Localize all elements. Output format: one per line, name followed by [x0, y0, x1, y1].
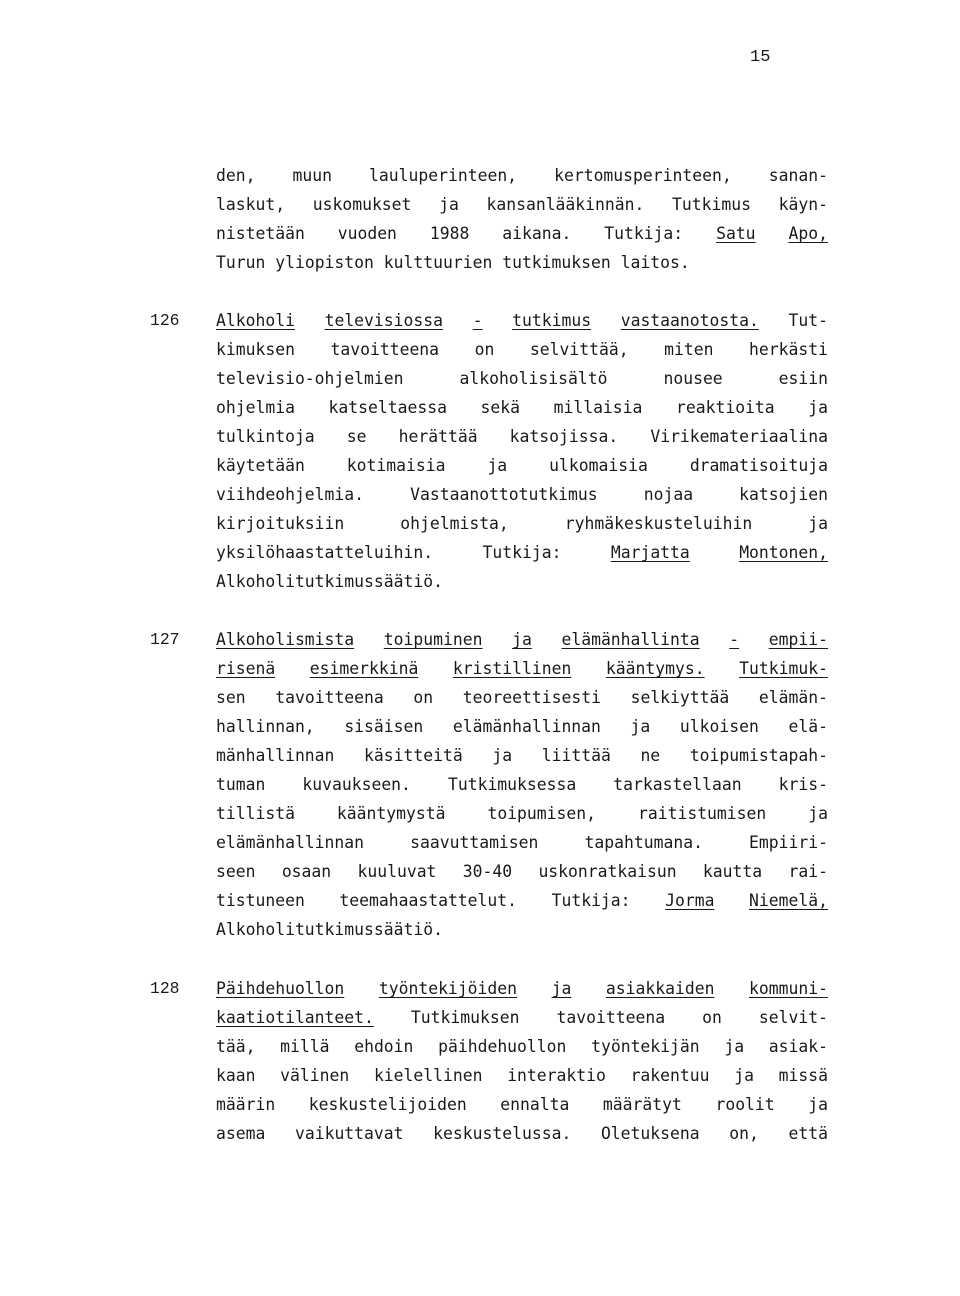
- entry-number: 128: [150, 979, 180, 998]
- text-line: tistuneen teemahaastattelut. Tutkija: Jorma Niemelä,: [216, 891, 828, 910]
- text-line: tuman kuvaukseen. Tutkimuksessa tarkastellaan kris-: [216, 775, 828, 794]
- text-line: tulkintoja se herättää katsojissa. Virikemateriaalina: [216, 427, 828, 446]
- text-line: tillistä kääntymystä toipumisen, raitistumisen ja: [216, 804, 828, 823]
- text-line: viihdeohjelmia. Vastaanottotutkimus nojaa katsojien: [216, 485, 828, 504]
- text-line: den, muun lauluperinteen, kertomusperinteen, sanan-: [216, 166, 828, 185]
- text-line: Alkoholi televisiossa - tutkimus vastaanotosta. Tut-: [216, 311, 828, 330]
- text-line: televisio-ohjelmien alkoholisisältö nousee esiin: [216, 369, 828, 388]
- text-line: risenä esimerkkinä kristillinen kääntymys. Tutkimuk-: [216, 659, 828, 678]
- intro-paragraph: [216, 161, 828, 277]
- text-line: kaan välinen kielellinen interaktio rakentuu ja missä: [216, 1066, 828, 1085]
- entry-number: 127: [150, 630, 180, 649]
- text-line: Alkoholitutkimussäätiö.: [216, 572, 453, 591]
- page-number: 15: [750, 48, 771, 67]
- entry-127: [216, 625, 828, 944]
- text-line: kaatiotilanteet. Tutkimuksen tavoitteena on selvit-: [216, 1008, 828, 1027]
- text-line: seen osaan kuuluvat 30-40 uskonratkaisun kautta rai-: [216, 862, 828, 881]
- entry-126: [216, 306, 828, 596]
- text-line: nistetään vuoden 1988 aikana. Tutkija: Satu Apo,: [216, 224, 828, 243]
- text-line: sen tavoitteena on teoreettisesti selkiyttää elämän-: [216, 688, 828, 707]
- text-line: laskut, uskomukset ja kansanlääkinnän. Tutkimus käyn-: [216, 195, 828, 214]
- text-line: ohjelmia katseltaessa sekä millaisia reaktioita ja: [216, 398, 828, 417]
- text-line: kirjoituksiin ohjelmista, ryhmäkeskusteluihin ja: [216, 514, 828, 533]
- text-line: Alkoholismista toipuminen ja elämänhallinta - empii-: [216, 630, 828, 649]
- text-line: käytetään kotimaisia ja ulkomaisia dramatisoituja: [216, 456, 828, 475]
- text-line: tää, millä ehdoin päihdehuollon työntekijän ja asiak-: [216, 1037, 828, 1056]
- entry-128: [216, 974, 828, 1148]
- text-line: asema vaikuttavat keskustelussa. Oletuksena on, että: [216, 1124, 828, 1143]
- text-line: Turun yliopiston kulttuurien tutkimuksen laitos.: [216, 253, 700, 272]
- text-line: yksilöhaastatteluihin. Tutkija: Marjatta Montonen,: [216, 543, 828, 562]
- text-line: mänhallinnan käsitteitä ja liittää ne toipumistapah-: [216, 746, 828, 765]
- text-line: Päihdehuollon työntekijöiden ja asiakkaiden kommuni-: [216, 979, 828, 998]
- text-line: määrin keskustelijoiden ennalta määrätyt roolit ja: [216, 1095, 828, 1114]
- entry-number: 126: [150, 311, 180, 330]
- text-line: Alkoholitutkimussäätiö.: [216, 920, 453, 939]
- text-line: hallinnan, sisäisen elämänhallinnan ja ulkoisen elä-: [216, 717, 828, 736]
- text-line: kimuksen tavoitteena on selvittää, miten herkästi: [216, 340, 828, 359]
- text-line: elämänhallinnan saavuttamisen tapahtumana. Empiiri-: [216, 833, 828, 852]
